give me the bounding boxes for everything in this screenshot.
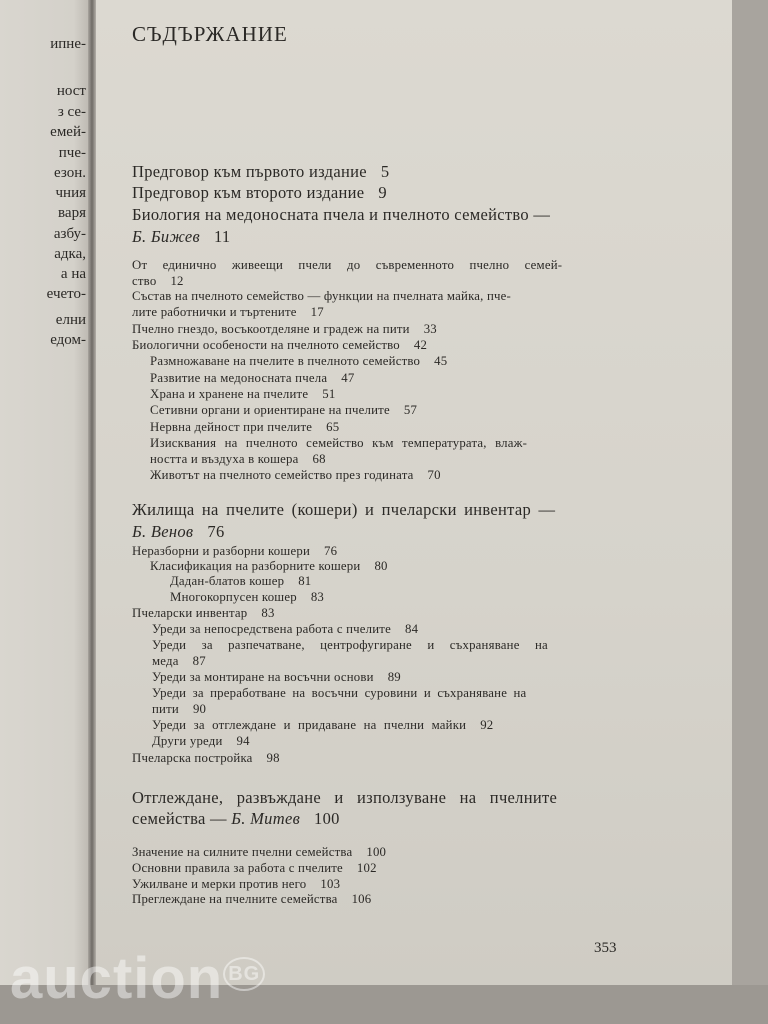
page-title: СЪДЪРЖАНИЕ <box>132 22 288 46</box>
left-text-line: езон. <box>54 165 86 181</box>
toc-entry: От единично живеещи пчели до съвременното пчелно семей- <box>132 258 563 272</box>
toc-entry-cont: меда 87 <box>152 654 206 668</box>
left-text-line: варя <box>58 205 86 221</box>
toc-entry: Пчеларска постройка 98 <box>132 751 280 765</box>
left-text-line: ечето- <box>46 286 86 302</box>
toc-entry: Преглеждане на пчелните семейства 106 <box>132 892 372 906</box>
left-text-line: а на <box>60 266 86 282</box>
toc-entry: Класификация на разборните кошери 80 <box>150 559 388 573</box>
left-text-line: чния <box>55 185 86 201</box>
left-text-line: едом- <box>50 332 86 348</box>
book-gutter <box>88 0 96 985</box>
toc-entry: Животът на пчелното семейство през годината 70 <box>150 468 441 482</box>
toc-entry-cont: ността и въздуха в кошера 68 <box>150 452 326 466</box>
toc-entry: Сетивни органи и ориентиране на пчелите 57 <box>150 403 418 417</box>
toc-entry: Храна и хранене на пчелите 51 <box>150 387 336 401</box>
toc-entry: Уреди за монтиране на восъчни основи 89 <box>152 670 401 684</box>
left-text-line: адка, <box>54 246 86 262</box>
toc-entry: Уреди за преработване на восъчни суровини и съхраняване на <box>152 686 527 700</box>
toc-entry: Значение на силните пчелни семейства 100 <box>132 845 387 859</box>
toc-entry: Ужилване и мерки против него 103 <box>132 877 341 891</box>
toc-entry: Нервна дейност при пчелите 65 <box>150 420 340 434</box>
left-text-line: пче- <box>58 145 86 161</box>
toc-entry: Пчелно гнездо, восъкоотделяне и градеж на пити 33 <box>132 322 437 336</box>
toc-entry-author: Б. Венов 76 <box>132 522 225 541</box>
toc-entry-cont: ство 12 <box>132 274 184 288</box>
background-surface <box>732 0 768 1024</box>
toc-entry: Многокорпусен кошер 83 <box>170 590 325 604</box>
watermark-logo: auction $^{BG}$ <box>10 945 265 1012</box>
toc-entry-cont: лите работнички и търтените 17 <box>132 305 324 319</box>
toc-entry: Други уреди 94 <box>152 734 250 748</box>
toc-entry: Уреди за разпечатване, центрофугиране и съхраняване на <box>152 638 548 652</box>
toc-entry: Предговор към второто издание 9 <box>132 183 387 202</box>
left-text-line: ност <box>56 83 86 99</box>
right-page <box>96 0 732 985</box>
toc-entry: Развитие на медоносната пчела 47 <box>150 371 355 385</box>
toc-entry: Размножаване на пчелите в пчелното семейство 45 <box>150 354 448 368</box>
toc-entry-author: Б. Бижев 11 <box>132 227 231 246</box>
toc-entry: Биологични особености на пчелното семейство 42 <box>132 338 428 352</box>
toc-entry: Биология на медоносната пчела и пчелното семейство — <box>132 205 551 224</box>
toc-entry: Уреди за отглеждане и придаване на пчелни майки 92 <box>152 718 494 732</box>
toc-entry: Изисквания на пчелното семейство към температурата, влаж- <box>150 436 528 450</box>
toc-entry: Отглеждане, развъждане и използуване на пчелните <box>132 788 558 807</box>
toc-entry-cont: пити 90 <box>152 702 207 716</box>
left-text-line: ипне- <box>50 36 86 52</box>
toc-entry: Дадан-блатов кошер 81 <box>170 574 312 588</box>
left-page <box>0 0 92 985</box>
toc-entry: Уреди за непосредствена работа с пчелите 84 <box>152 622 419 636</box>
left-text-line: з се- <box>57 104 86 120</box>
toc-entry: Пчеларски инвентар 83 <box>132 606 275 620</box>
page-number: 353 <box>594 940 617 956</box>
toc-entry: Неразборни и разборни кошери 76 <box>132 544 338 558</box>
left-text-line: емей- <box>50 124 86 140</box>
toc-entry: Жилища на пчелите (кошери) и пчеларски инвентар — <box>132 500 556 519</box>
left-text-line: азбу- <box>53 226 86 242</box>
toc-entry: Основни правила за работа с пчелите 102 <box>132 861 377 875</box>
left-text-line: елни <box>55 312 86 328</box>
toc-entry: Състав на пчелното семейство — функции на пчелната майка, пче- <box>132 289 511 303</box>
toc-entry-cont: семейства — Б. Митев 100 <box>132 809 340 828</box>
toc-entry: Предговор към първото издание 5 <box>132 162 390 181</box>
